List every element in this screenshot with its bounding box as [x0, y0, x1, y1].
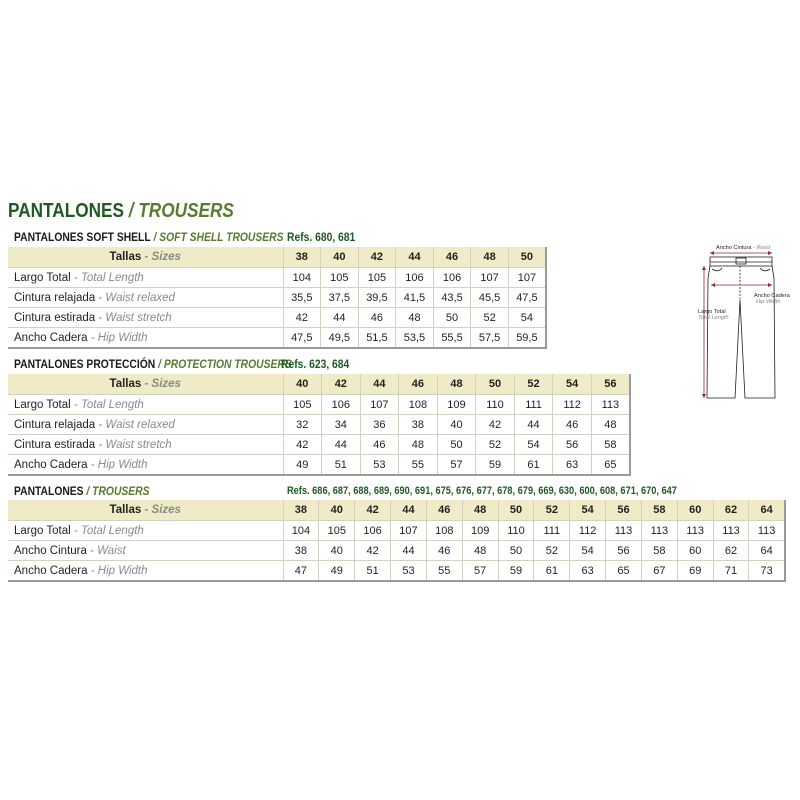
- measurement-cell: 69: [677, 561, 713, 582]
- measurement-cell: 107: [360, 395, 399, 415]
- row-label: Cintura relajada - Waist relaxed: [8, 415, 283, 435]
- measurement-cell: 105: [358, 268, 396, 288]
- measurement-cell: 112: [553, 395, 592, 415]
- measurement-cell: 49: [283, 455, 322, 476]
- size-header-cell: 42: [355, 500, 391, 521]
- sizes-header-label: Tallas - Sizes: [8, 374, 283, 395]
- measurement-cell: 42: [355, 541, 391, 561]
- table-row: [8, 521, 785, 541]
- size-header-cell: 40: [321, 247, 359, 268]
- measurement-cell: 106: [396, 268, 434, 288]
- size-header-cell: 42: [322, 374, 361, 395]
- size-header-cell: 42: [358, 247, 396, 268]
- section-refs-protection: Refs. 623, 684: [281, 357, 350, 371]
- measurement-cell: 47,5: [508, 288, 546, 308]
- table-row: [8, 308, 546, 328]
- size-table-protection: [8, 374, 631, 476]
- size-header-cell: 50: [508, 247, 546, 268]
- measurement-cell: 55,5: [433, 328, 471, 349]
- measurement-cell: 50: [498, 541, 534, 561]
- measurement-cell: 43,5: [433, 288, 471, 308]
- measurement-cell: 52: [476, 435, 515, 455]
- size-header-cell: 40: [319, 500, 355, 521]
- section-title-trousers: PANTALONES / TROUSERS: [14, 484, 150, 498]
- measurement-cell: 56: [606, 541, 642, 561]
- row-label: Largo Total - Total Length: [8, 521, 283, 541]
- measurement-cell: 111: [534, 521, 570, 541]
- measurement-cell: 54: [514, 435, 553, 455]
- measurement-cell: 106: [355, 521, 391, 541]
- measurement-cell: 44: [514, 415, 553, 435]
- size-header-cell: 52: [534, 500, 570, 521]
- measurement-cell: 110: [476, 395, 515, 415]
- row-label: Ancho Cadera - Hip Width: [8, 561, 283, 582]
- measurement-cell: 104: [283, 521, 319, 541]
- table-row: [8, 288, 546, 308]
- row-label: Cintura estirada - Waist stretch: [8, 308, 283, 328]
- size-header-cell: 56: [591, 374, 630, 395]
- table-row: [8, 328, 546, 349]
- table-row: [8, 435, 630, 455]
- measurement-cell: 42: [283, 308, 321, 328]
- measurement-cell: 61: [514, 455, 553, 476]
- measurement-cell: 35,5: [283, 288, 321, 308]
- measurement-cell: 104: [283, 268, 321, 288]
- measurement-cell: 59: [476, 455, 515, 476]
- measurement-cell: 106: [433, 268, 471, 288]
- table-header-row: [8, 374, 630, 395]
- size-header-cell: 46: [399, 374, 438, 395]
- measurement-cell: 57: [437, 455, 476, 476]
- measurement-cell: 45,5: [471, 288, 509, 308]
- size-header-cell: 48: [471, 247, 509, 268]
- measurement-cell: 67: [641, 561, 677, 582]
- size-header-cell: 40: [283, 374, 322, 395]
- measurement-cell: 40: [437, 415, 476, 435]
- size-header-cell: 46: [433, 247, 471, 268]
- sizes-header-label: Tallas - Sizes: [8, 247, 283, 268]
- size-table-soft-shell: [8, 247, 547, 349]
- size-header-cell: 64: [749, 500, 785, 521]
- measurement-cell: 53,5: [396, 328, 434, 349]
- measurement-cell: 107: [471, 268, 509, 288]
- measurement-cell: 46: [358, 308, 396, 328]
- measurement-cell: 113: [677, 521, 713, 541]
- measurement-cell: 105: [283, 395, 322, 415]
- measurement-cell: 47: [283, 561, 319, 582]
- row-label: Cintura estirada - Waist stretch: [8, 435, 283, 455]
- row-label: Cintura relajada - Waist relaxed: [8, 288, 283, 308]
- diagram-hip-label: Ancho Cadera: [754, 293, 790, 299]
- measurement-cell: 46: [360, 435, 399, 455]
- measurement-cell: 50: [433, 308, 471, 328]
- measurement-cell: 42: [476, 415, 515, 435]
- size-header-cell: 50: [498, 500, 534, 521]
- measurement-cell: 105: [319, 521, 355, 541]
- table-header-row: [8, 500, 785, 521]
- measurement-cell: 52: [471, 308, 509, 328]
- measurement-cell: 51: [355, 561, 391, 582]
- measurement-cell: 57: [462, 561, 498, 582]
- size-header-cell: 62: [713, 500, 749, 521]
- row-label: Largo Total - Total Length: [8, 395, 283, 415]
- size-table-trousers: [8, 500, 786, 582]
- trousers-diagram: [690, 238, 790, 418]
- measurement-cell: 44: [322, 435, 361, 455]
- measurement-cell: 61: [534, 561, 570, 582]
- size-header-cell: 58: [641, 500, 677, 521]
- row-label: Ancho Cadera - Hip Width: [8, 328, 283, 349]
- measurement-cell: 32: [283, 415, 322, 435]
- page-title: PANTALONES / TROUSERS: [8, 200, 234, 222]
- measurement-cell: 59,5: [508, 328, 546, 349]
- measurement-cell: 41,5: [396, 288, 434, 308]
- table-row: [8, 541, 785, 561]
- measurement-cell: 52: [534, 541, 570, 561]
- measurement-cell: 109: [437, 395, 476, 415]
- measurement-cell: 108: [426, 521, 462, 541]
- measurement-cell: 38: [399, 415, 438, 435]
- trousers-outline: [707, 257, 775, 398]
- measurement-cell: 110: [498, 521, 534, 541]
- size-header-cell: 46: [426, 500, 462, 521]
- measurement-cell: 48: [396, 308, 434, 328]
- measurement-cell: 50: [437, 435, 476, 455]
- table-row: [8, 455, 630, 476]
- table-row: [8, 268, 546, 288]
- measurement-cell: 111: [514, 395, 553, 415]
- measurement-cell: 47,5: [283, 328, 321, 349]
- sizes-header-label: Tallas - Sizes: [8, 500, 283, 521]
- size-header-cell: 48: [462, 500, 498, 521]
- diagram-hip-label-en: Hip Width: [756, 299, 781, 305]
- measurement-cell: 64: [749, 541, 785, 561]
- size-header-cell: 38: [283, 247, 321, 268]
- measurement-cell: 55: [426, 561, 462, 582]
- measurement-cell: 48: [462, 541, 498, 561]
- measurement-cell: 108: [399, 395, 438, 415]
- measurement-cell: 107: [508, 268, 546, 288]
- measurement-cell: 113: [606, 521, 642, 541]
- measurement-cell: 56: [553, 435, 592, 455]
- measurement-cell: 38: [283, 541, 319, 561]
- measurement-cell: 106: [322, 395, 361, 415]
- measurement-cell: 55: [399, 455, 438, 476]
- measurement-cell: 109: [462, 521, 498, 541]
- measurement-cell: 48: [399, 435, 438, 455]
- size-header-cell: 60: [677, 500, 713, 521]
- diagram-waist-label: Ancho Cintura - Waist: [716, 245, 771, 251]
- measurement-cell: 59: [498, 561, 534, 582]
- measurement-cell: 34: [322, 415, 361, 435]
- measurement-cell: 49: [319, 561, 355, 582]
- table-row: [8, 561, 785, 582]
- table-header-row: [8, 247, 546, 268]
- measurement-cell: 112: [570, 521, 606, 541]
- table-row: [8, 415, 630, 435]
- measurement-cell: 54: [570, 541, 606, 561]
- measurement-cell: 54: [508, 308, 546, 328]
- size-header-cell: 44: [391, 500, 427, 521]
- measurement-cell: 58: [641, 541, 677, 561]
- measurement-cell: 65: [591, 455, 630, 476]
- measurement-cell: 62: [713, 541, 749, 561]
- measurement-cell: 60: [677, 541, 713, 561]
- size-header-cell: 50: [476, 374, 515, 395]
- row-label: Largo Total - Total Length: [8, 268, 283, 288]
- size-header-cell: 44: [360, 374, 399, 395]
- measurement-cell: 37,5: [321, 288, 359, 308]
- measurement-cell: 73: [749, 561, 785, 582]
- size-header-cell: 52: [514, 374, 553, 395]
- measurement-cell: 113: [641, 521, 677, 541]
- measurement-cell: 53: [360, 455, 399, 476]
- section-refs-trousers: Refs. 686, 687, 688, 689, 690, 691, 675, 676, 677, 678, 679, 669, 630, 600, 608, 671, 670, 647: [287, 485, 677, 497]
- measurement-cell: 46: [426, 541, 462, 561]
- diagram-length-label-en: Total Length: [698, 315, 729, 321]
- size-header-cell: 44: [396, 247, 434, 268]
- measurement-cell: 57,5: [471, 328, 509, 349]
- measurement-cell: 71: [713, 561, 749, 582]
- measurement-cell: 44: [321, 308, 359, 328]
- measurement-cell: 46: [553, 415, 592, 435]
- measurement-cell: 42: [283, 435, 322, 455]
- measurement-cell: 113: [591, 395, 630, 415]
- size-header-cell: 54: [553, 374, 592, 395]
- measurement-cell: 51: [322, 455, 361, 476]
- measurement-cell: 63: [570, 561, 606, 582]
- measurement-cell: 113: [713, 521, 749, 541]
- measurement-cell: 51,5: [358, 328, 396, 349]
- measurement-cell: 39,5: [358, 288, 396, 308]
- measurement-cell: 48: [591, 415, 630, 435]
- measurement-cell: 107: [391, 521, 427, 541]
- measurement-cell: 44: [391, 541, 427, 561]
- size-header-cell: 56: [606, 500, 642, 521]
- section-title-protection: PANTALONES PROTECCIÓN / PROTECTION TROUSERS: [14, 357, 292, 371]
- measurement-cell: 105: [321, 268, 359, 288]
- size-header-cell: 38: [283, 500, 319, 521]
- measurement-cell: 36: [360, 415, 399, 435]
- section-refs-soft-shell: Refs. 680, 681: [287, 230, 356, 244]
- measurement-cell: 63: [553, 455, 592, 476]
- measurement-cell: 65: [606, 561, 642, 582]
- size-header-cell: 48: [437, 374, 476, 395]
- measurement-cell: 53: [391, 561, 427, 582]
- measurement-cell: 40: [319, 541, 355, 561]
- section-title-soft-shell: PANTALONES SOFT SHELL / SOFT SHELL TROUSERS: [14, 230, 284, 244]
- measurement-cell: 113: [749, 521, 785, 541]
- row-label: Ancho Cadera - Hip Width: [8, 455, 283, 476]
- row-label: Ancho Cintura - Waist: [8, 541, 283, 561]
- size-header-cell: 54: [570, 500, 606, 521]
- measurement-cell: 49,5: [321, 328, 359, 349]
- table-row: [8, 395, 630, 415]
- diagram-length-label: Largo Total: [698, 309, 726, 315]
- measurement-cell: 58: [591, 435, 630, 455]
